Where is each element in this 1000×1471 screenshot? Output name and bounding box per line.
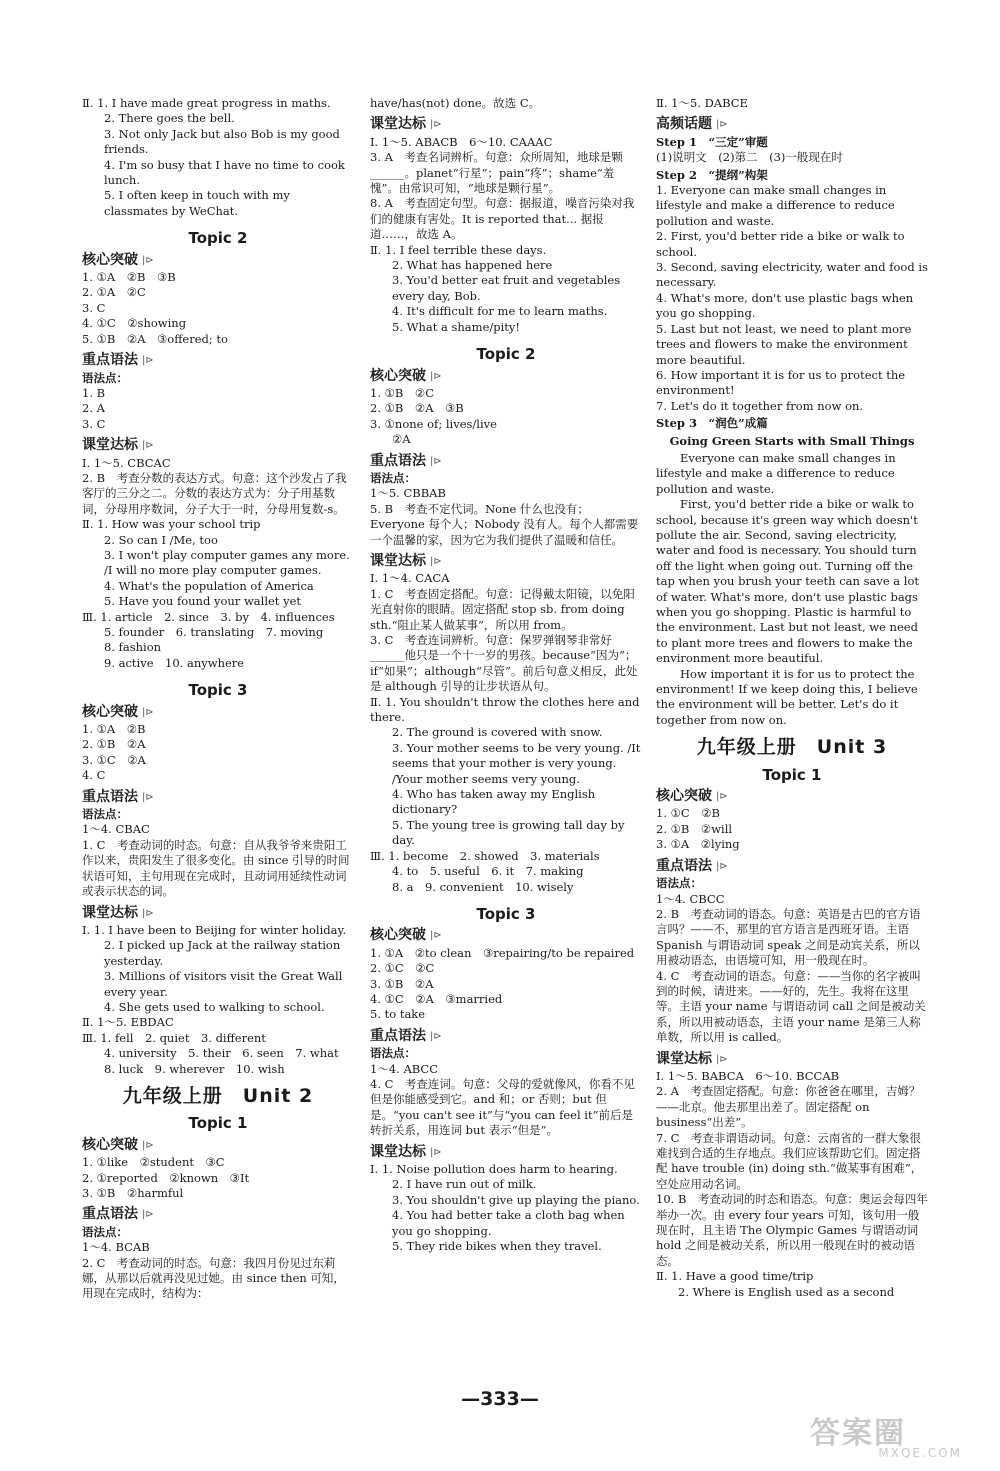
section-arrow-icon: |⊳ [716, 791, 728, 803]
answer-line: Ⅰ. 1～5. ABACB 6～10. CAAAC [370, 134, 553, 149]
essay-paragraph: How important it is for us to protect the environment! If we keep doing this, I believe the environment will be better. Let's do it together from now on. [656, 666, 918, 727]
section-heading-label: 课堂达标 [370, 552, 426, 569]
topic-heading: Topic 3 [188, 681, 248, 700]
section-heading-label: 重点语法 [82, 352, 138, 369]
sub-heading: 语法点： [370, 1046, 416, 1061]
answer-line: 4. I'm so busy that I have no time to cook lunch. [104, 157, 349, 188]
section-heading [370, 554, 642, 569]
answer-line: 1. ①A ②B [82, 722, 146, 737]
section-heading-label: 课堂达标 [656, 1050, 712, 1067]
unit-heading: 九年级上册 Unit 3 [696, 736, 888, 759]
answer-line: 2. ①A ②C [82, 285, 146, 300]
answer-line: 1. ①C ②B [656, 806, 720, 821]
answer-line: 8. fashion [104, 640, 162, 655]
answer-line: Ⅰ. 1～5. CBCAC [82, 455, 171, 470]
section-arrow-icon: |⊳ [430, 119, 442, 131]
section-arrow-icon: |⊳ [142, 254, 154, 266]
section-arrow-icon: |⊳ [142, 791, 154, 803]
answer-line: 2. What has happened here [392, 258, 553, 273]
answer-line: 3. You'd better eat fruit and vegetables every day, Bob. [392, 273, 624, 303]
section-heading [82, 906, 354, 921]
answer-line: 5. I often keep in touch with my classmates by WeChat. [104, 188, 294, 218]
answer-line: 3. ①A ②lying [656, 837, 740, 852]
section-heading [656, 789, 928, 804]
answer-line: 2. Where is English used as a second [678, 1284, 895, 1299]
section-heading-label: 课堂达标 [82, 437, 138, 454]
answer-line: 2. ①reported ②known ③It [82, 1170, 250, 1185]
section-heading [370, 1029, 642, 1044]
answer-line: 4. It's difficult for me to learn maths. [392, 304, 608, 319]
answer-line: 2. There goes the bell. [104, 111, 235, 126]
answer-line: 5. What a shame/pity! [392, 319, 521, 334]
answer-line: 8. luck 9. wherever 10. wish [104, 1061, 285, 1076]
section-heading-label: 重点语法 [370, 452, 426, 469]
answer-line: 5. B 考查不定代词。None 什么也没有；Everyone 每个人；Nobody 没有人。每个人都需要一个温馨的家，因为它为我们提供了温暖和信任。 [370, 501, 639, 547]
answer-line: 2. ①C ②C [370, 961, 435, 976]
answer-line: 1. ①B ②C [370, 385, 434, 400]
section-heading-label: 重点语法 [82, 1206, 138, 1223]
answer-line: Ⅱ. 1～5. EBDAC [82, 1015, 174, 1030]
answer-line: 1～4. BCAB [82, 1240, 150, 1255]
answer-line: 1. Everyone can make small changes in lifestyle and make a difference to reduce pollution and waste. [656, 183, 899, 228]
answer-line: 4. You had better take a cloth bag when you go shopping. [392, 1208, 629, 1238]
section-arrow-icon: |⊳ [430, 1030, 442, 1042]
section-heading-label: 核心突破 [82, 1136, 138, 1153]
answer-line: Ⅲ. 1. article 2. since 3. by 4. influences [82, 609, 335, 624]
sub-heading: 语法点： [82, 370, 128, 385]
section-heading [370, 117, 642, 132]
answer-line: 3. Millions of visitors visit the Great Wall every year. [104, 969, 347, 999]
answer-line: 2. So can I /Me, too [104, 532, 218, 547]
sub-heading: Step 2 “提纲”构架 [656, 167, 768, 182]
section-arrow-icon: |⊳ [430, 555, 442, 567]
answer-line: 4. to 5. useful 6. it 7. making [392, 864, 584, 879]
answer-line: Ⅰ. 1～5. BABCA 6～10. BCCAB [656, 1068, 840, 1083]
answer-line: 5. to take [370, 1007, 426, 1022]
answer-line: 3. ①B ②harmful [82, 1186, 184, 1200]
section-heading [370, 928, 642, 943]
section-heading-label: 核心突破 [82, 251, 138, 268]
answer-line: 8. A 考查固定句型。句意：据报道，噪音污染对我们的健康有害处。It is reported that... 据报道……，故选 A。 [370, 196, 635, 242]
section-heading [656, 117, 928, 132]
answer-line: 1. B [82, 385, 106, 400]
section-arrow-icon: |⊳ [716, 119, 728, 131]
answer-line: Ⅱ. 1. I have made great progress in maths. [82, 96, 331, 110]
section-arrow-icon: |⊳ [716, 1053, 728, 1065]
answer-line: 3. Not only Jack but also Bob is my good friends. [104, 126, 344, 157]
answer-line: Ⅰ. 1～4. CACA [370, 571, 450, 586]
column-2 [370, 96, 645, 1254]
answer-line: 2. ①B ②A [82, 737, 146, 752]
section-arrow-icon: |⊳ [430, 455, 442, 467]
answer-line: 3. Your mother seems to be very young. /It seems that your mother is very young. /Your mother seems very young. [392, 740, 645, 786]
answer-line: Ⅲ. 1. fell 2. quiet 3. different [82, 1030, 266, 1045]
section-heading [656, 859, 928, 874]
unit-heading: 九年级上册 Unit 2 [122, 1084, 314, 1107]
answer-line: 3. I won't play computer games any more. /I will no more play computer games. [104, 547, 354, 578]
watermark-logo [810, 1408, 980, 1458]
answer-line: 3. ①C ②A [82, 752, 146, 767]
topic-heading: Topic 2 [188, 229, 248, 248]
answer-line: 1. C 考查固定搭配。句意：记得戴太阳镜，以免阳光直射你的眼睛。固定搭配 stop sb. from doing sth.“阻止某人做某事”，所以用 from。 [370, 586, 635, 632]
answer-line: 4. What's the population of America [104, 578, 314, 593]
section-heading-label: 重点语法 [82, 788, 138, 805]
essay-paragraph: Everyone can make small changes in lifestyle and make a difference to reduce pollution and waste. [656, 450, 896, 496]
sub-heading: 语法点： [656, 876, 702, 891]
answer-line: 1. ①like ②student ③C [82, 1155, 225, 1170]
answer-line: Ⅱ. 1. Have a good time/trip [656, 1269, 814, 1284]
answer-line: 5. They ride bikes when they travel. [392, 1239, 602, 1254]
section-heading [82, 705, 354, 720]
section-heading [370, 454, 642, 469]
answer-line: 1. C 考查动词的时态。句意：自从我爷爷来贵阳工作以来，贵阳发生了很多变化。由 since 引导的时间状语可知，主句用现在完成时，且动词用延续性动词或表示状态的词。 [82, 837, 350, 899]
page-number: —333— [461, 1388, 539, 1410]
answer-line: Ⅱ. 1. You shouldn't throw the clothes here and there. [370, 694, 644, 725]
sub-heading: 语法点： [82, 807, 128, 822]
answer-line: 9. active 10. anywhere [104, 655, 245, 670]
answer-line: 1～4. CBCC [656, 891, 725, 906]
section-heading-label: 核心突破 [370, 367, 426, 384]
answer-line: 3. ①none of; lives/live [370, 416, 497, 431]
answer-line: Ⅱ. 1～5. DABCE [656, 96, 748, 110]
section-arrow-icon: |⊳ [430, 370, 442, 382]
answer-line: have/has(not) done。故选 C。 [370, 96, 541, 110]
section-heading [82, 253, 354, 268]
answer-line: 4. What's more, don't use plastic bags when you go shopping. [656, 290, 917, 321]
section-heading [82, 790, 354, 805]
answer-line: Ⅲ. 1. become 2. showed 3. materials [370, 848, 600, 863]
answer-line: 1. ①A ②B ③B [82, 270, 176, 285]
section-heading-label: 课堂达标 [370, 1143, 426, 1160]
answer-line: 3. C 考查连词辨析。句意：保罗弹钢琴非常好______他只是一个十一岁的男孩。because“因为”；if“如果”；although“尽管”。前后句意义相反，此处是 although 引导的让步状语从句。 [370, 633, 638, 694]
section-arrow-icon: |⊳ [430, 930, 442, 942]
section-arrow-icon: |⊳ [430, 1146, 442, 1158]
essay-title: Going Green Starts with Small Things [669, 433, 915, 448]
answer-line: Ⅱ. 1. I feel terrible these days. [370, 242, 547, 257]
section-heading-label: 核心突破 [370, 927, 426, 944]
section-heading-label: 课堂达标 [82, 904, 138, 921]
answer-line: 2. I have run out of milk. [392, 1177, 537, 1192]
topic-heading: Topic 1 [762, 765, 822, 784]
answer-line: 2. B 考查动词的语态。句意：英语是古巴的官方语言吗？——不，那里的官方语言是西班牙语。主语 Spanish 与谓语动词 speak 之间是动宾关系，所以用被动语态，由语境可知，用一般现在时。 [656, 906, 921, 968]
answer-line: 6. How important it is for us to protect the environment! [656, 367, 909, 398]
section-arrow-icon: |⊳ [142, 1209, 154, 1221]
section-heading [656, 1052, 928, 1067]
section-arrow-icon: |⊳ [142, 440, 154, 452]
answer-line: 8. a 9. convenient 10. wisely [392, 879, 574, 894]
section-heading [82, 438, 354, 453]
answer-line: 2. ①B ②will [656, 821, 733, 836]
essay-paragraph: First, you'd better ride a bike or walk to school, because it's green way which doesn't pollute the air. Second, saving electricity, water and food is necessary. You should turn off the light when going out. Turning off the tap when you brush your teeth can save a lot of water. What's more, don't use plastic bags when you go shopping. Plastic is harmful to the environment. Last but not least, we need to plant more trees and flowers to make the environment more beautiful. [656, 497, 920, 666]
answer-line: 4. She gets used to walking to school. [104, 999, 325, 1014]
answer-line: Ⅰ. 1. Noise pollution does harm to hearing. [370, 1162, 618, 1176]
section-arrow-icon: |⊳ [142, 706, 154, 718]
answer-line: 5. founder 6. translating 7. moving [104, 625, 324, 639]
answer-line: 4. C 考查动词的语态。句意：——当你的名字被叫到的时候，请进来。——好的，先生。我将在这里等。主语 your name 与谓语动词 call 之间是被动关系，所以用被动语态，主语 your name 是第三人称单数，所以用 is called。 [656, 968, 926, 1045]
answer-line: 5. The young tree is growing tall day by day. [392, 817, 629, 848]
answer-line: 10. B 考查动词的时态和语态。句意：奥运会每四年举办一次。由 every four years 可知，该句用一般现在时，且主语 The Olympic Games 与谓语动词 hold 之间是被动关系，所以用一般现在时的被动语态。 [656, 1192, 928, 1268]
column-1 [82, 96, 354, 1302]
answer-line: 2. B 考查分数的表达方式。句意：这个沙发占了我客厅的三分之二。分数的表达方式为：分子用基数词，分母用序数词，分子大于一时，分母用复数-s。 [82, 470, 347, 516]
topic-heading: Topic 1 [188, 1114, 248, 1133]
answer-line: 4. university 5. their 6. seen 7. what [104, 1046, 339, 1061]
answer-line: 4. ①C ②showing [82, 316, 187, 331]
section-heading [82, 1138, 354, 1153]
section-heading-label: 核心突破 [656, 788, 712, 805]
section-arrow-icon: |⊳ [142, 355, 154, 367]
answer-line: 4. C 考查连词。句意：父母的爱就像风，你看不见但是你能感受到它。and 和；or 否则；but 但是。“you can't see it”与“you can feel it”前后是转折关系，用连词 but 表示“但是”。 [370, 1076, 635, 1138]
answer-line: 4. ①C ②A ③married [370, 991, 503, 1006]
answer-line: (1)说明文 (2)第二 (3)一般现在时 [656, 150, 843, 165]
answer-line: 3. Second, saving electricity, water and food is necessary. [656, 260, 932, 290]
answer-line: 2. I picked up Jack at the railway station yesterday. [104, 938, 344, 968]
section-heading-label: 重点语法 [370, 1027, 426, 1044]
topic-heading: Topic 2 [476, 345, 536, 364]
answer-line: 7. Let's do it together from now on. [656, 398, 864, 413]
section-heading-label: 高频话题 [656, 116, 712, 133]
answer-line: 5. Have you found your wallet yet [104, 594, 302, 609]
answer-line: 2. First, you'd better ride a bike or walk to school. [656, 229, 909, 259]
answer-line: 1～5. CBBAB [370, 486, 446, 501]
answer-line: 3. ①B ②A [370, 976, 434, 991]
answer-line: Ⅰ. 1. I have been to Beijing for winter holiday. [82, 922, 347, 937]
section-heading-label: 核心突破 [82, 703, 138, 720]
sub-heading: 语法点： [370, 470, 416, 485]
answer-line: 2. A [82, 401, 105, 416]
answer-line: 3. You shouldn't give up playing the piano. [392, 1192, 640, 1207]
section-arrow-icon: |⊳ [142, 907, 154, 919]
section-heading [370, 369, 642, 384]
answer-line: 3. C [82, 300, 106, 315]
answer-line: 7. C 考查非谓语动词。句意：云南省的一群大象很难找到合适的生存地点。我们应该帮助它们。固定搭配 have trouble (in) doing sth.“做某事有困难”，空处应用动名词。 [656, 1130, 923, 1191]
sub-heading: 语法点： [82, 1224, 128, 1239]
answer-line: Ⅱ. 1. How was your school trip [82, 517, 261, 532]
column-3 [656, 96, 932, 1300]
answer-line: 2. ①B ②A ③B [370, 401, 464, 416]
answer-line: 5. ①B ②A ③offered; to [82, 331, 228, 346]
answer-line: 3. A 考查名词辨析。句意：众所周知，地球是颗______。planet“行星”；pain“疼”；shame“羞愧”。由常识可知，“地球是颗行星”。 [370, 150, 623, 196]
sub-heading: Step 1 “三定”审题 [656, 134, 768, 149]
answer-line: 2. The ground is covered with snow. [392, 725, 603, 740]
sub-heading: Step 3 “润色”成篇 [656, 416, 768, 431]
answer-line: 5. Last but not least, we need to plant more trees and flowers to make the environment more beautiful. [656, 321, 916, 367]
answer-line: 4. Who has taken away my English dictionary? [392, 787, 599, 817]
answer-page [82, 96, 942, 1396]
watermark-logo-text: 答案圈 [810, 1416, 906, 1451]
answer-line: 1～4. CBAC [82, 822, 150, 837]
answer-line: 1. ①A ②to clean ③repairing/to be repaired [370, 945, 635, 960]
answer-line: 2. A 考查固定搭配。句意：你爸爸在哪里，吉姆？——北京。他去那里出差了。固定搭配 on business“出差”。 [656, 1084, 921, 1130]
answer-line: 1～4. ABCC [370, 1061, 439, 1076]
answer-line: ②A [392, 432, 411, 447]
topic-heading: Topic 3 [476, 904, 536, 923]
answer-line: 3. C [82, 416, 106, 431]
watermark-site: MXQE.COM [878, 1446, 962, 1460]
answer-line: 2. C 考查动词的时态。句意：我四月份见过东莉娜，从那以后就再没见过她。由 since then 可知，用现在完成时，结构为： [82, 1255, 345, 1301]
section-heading-label: 课堂达标 [370, 116, 426, 133]
section-heading [82, 353, 354, 368]
answer-line: 4. C [82, 768, 106, 783]
section-heading-label: 重点语法 [656, 857, 712, 874]
section-heading [370, 1145, 642, 1160]
section-arrow-icon: |⊳ [716, 860, 728, 872]
section-heading [82, 1207, 354, 1222]
section-arrow-icon: |⊳ [142, 1139, 154, 1151]
